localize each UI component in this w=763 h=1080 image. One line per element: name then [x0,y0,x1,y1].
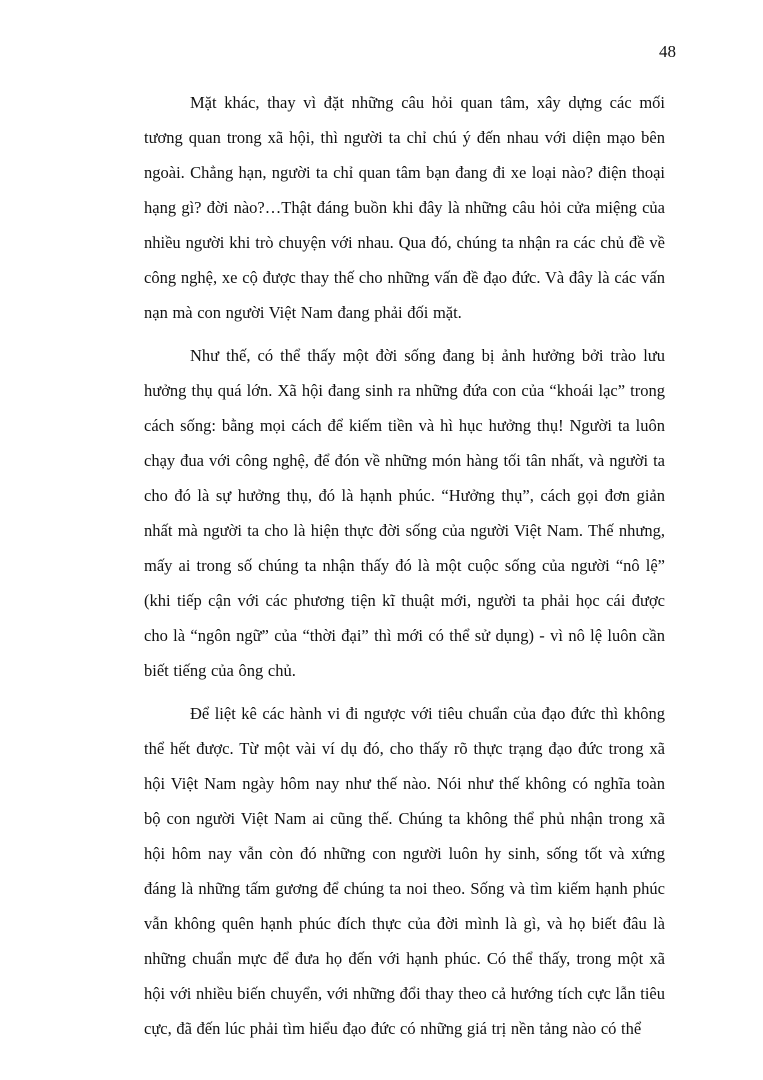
paragraph: Để liệt kê các hành vi đi ngược với tiêu chuẩn của đạo đức thì không thể hết được. Từ một vài ví dụ đó, cho thấy rõ thực trạng đạo đức trong xã hội Việt Nam ngày hôm nay như thế nào. Nói như thế không có nghĩa toàn bộ con người Việt Nam ai cũng thế. Chúng ta không thể phủ nhận trong xã hội hôm nay vẫn còn đó những con người luôn hy sinh, sống tốt và xứng đáng là những tấm gương để chúng ta noi theo. Sống và tìm kiếm hạnh phúc vẫn không quên hạnh phúc đích thực của đời mình là gì, và họ biết đâu là những chuẩn mực để đưa họ đến với hạnh phúc. Có thể thấy, trong một xã hội với nhiều biến chuyển, với những đổi thay theo cả hướng tích cực lẫn tiêu cực, đã đến lúc phải tìm hiểu đạo đức có những giá trị nền tảng nào có thể [144,704,665,1038]
paragraph: Mặt khác, thay vì đặt những câu hỏi quan tâm, xây dựng các mối tương quan trong xã hội, thì người ta chỉ chú ý đến nhau với diện mạo bên ngoài. Chẳng hạn, người ta chỉ quan tâm bạn đang đi xe loại nào? điện thoại hạng gì? đời nào?…Thật đáng buồn khi đây là những câu hỏi cửa miệng của nhiều người khi trò chuyện với nhau. Qua đó, chúng ta nhận ra các chủ đề về công nghệ, xe cộ được thay thế cho những vấn đề đạo đức. Và đây là các vấn nạn mà con người Việt Nam đang phải đối mặt. [144,93,665,322]
paragraph: Như thế, có thể thấy một đời sống đang bị ảnh hưởng bởi trào lưu hưởng thụ quá lớn. Xã hội đang sinh ra những đứa con của “khoái lạc” trong cách sống: bằng mọi cách để kiếm tiền và hì hục hưởng thụ! Người ta luôn chạy đua với công nghệ, để đón về những món hàng tối tân nhất, và người ta cho đó là sự hưởng thụ, đó là hạnh phúc. “Hưởng thụ”, cách gọi đơn giản nhất mà người ta cho là hiện thực đời sống của người Việt Nam. Thế nhưng, mấy ai trong số chúng ta nhận thấy đó là một cuộc sống của người “nô lệ” (khi tiếp cận với các phương tiện kĩ thuật mới, người ta phải học cái được cho là “ngôn ngữ” của “thời đại” thì mới có thể sử dụng) - vì nô lệ luôn cần biết tiếng của ông chủ. [144,346,665,680]
document-content [144,85,665,1054]
page-number: 48 [659,42,676,61]
